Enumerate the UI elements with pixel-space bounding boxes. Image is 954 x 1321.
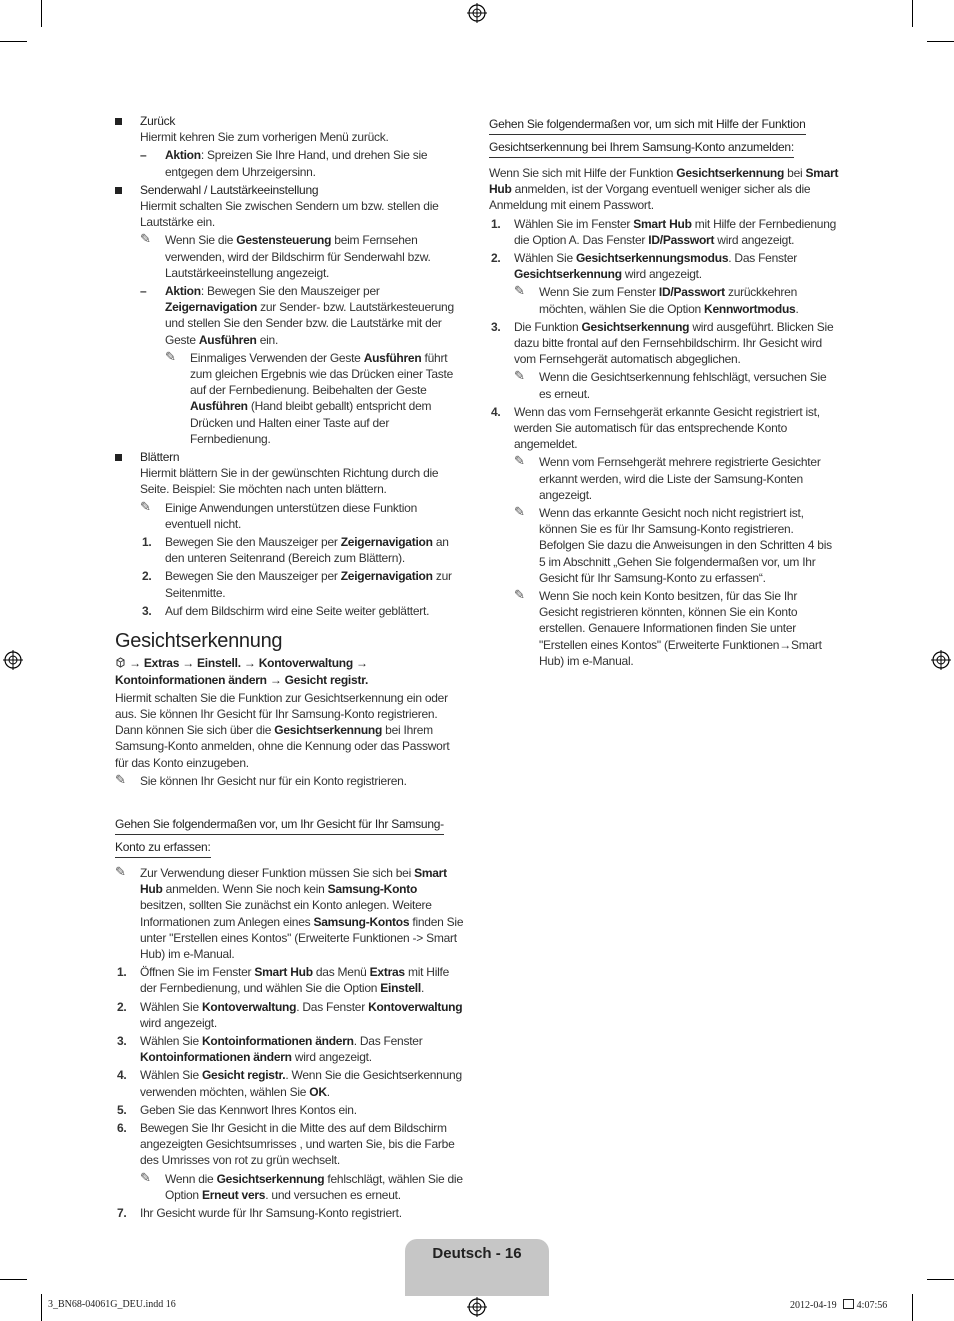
text-bold: Gesichtserkennung [274,723,383,738]
crop-mark [912,0,913,27]
note-icon: ✎ [115,863,126,879]
note-row [115,500,465,532]
text: (Hand bleibt geballt) entspricht dem Drücken und Halten einer Taste auf der Fernbedienung. [190,399,432,446]
text: wird ausgeführt. Blicken Sie dazu bitte frontal auf den Fernsehbildschirm. Ihr Gesicht wird vom Fernsehgerät automatisch abgeglichen. [514,319,834,367]
subheading-line: Gehen Sie folgendermaßen vor, um Ihr Gesicht für Ihr Samsung- [115,817,444,835]
step-number: 4. [491,404,501,419]
text: Wenn die Gesichtserkennung fehlschlägt, versuchen Sie es erneut. [539,370,827,401]
text: Einige Anwendungen unterstützen diese Funktion eventuell nicht. [165,500,418,531]
note-icon: ✎ [514,587,525,603]
text-bold: Smart Hub [489,166,839,197]
text: Wenn Sie sich mit Hilfe der Funktion [489,166,677,180]
text: bei [784,166,806,180]
note-icon: ✎ [140,231,151,247]
bullet-square [115,454,122,461]
dash-bullet: – [140,148,147,163]
text: Zur Verwendung dieser Funktion müssen Sie sich bei [140,865,415,880]
section-intro [489,165,839,214]
file-slug: 3_BN68-04061G_DEU.indd 16 [48,1299,176,1310]
step-number: 2. [142,569,152,584]
note-icon: ✎ [514,453,525,469]
note-icon: ✎ [165,348,176,364]
text-bold: ID/Passwort [658,285,725,300]
text: Bewegen Sie den Mauszeiger per [165,569,341,584]
text: . Das Fenster [296,999,369,1014]
text: finden Sie unter "Erstellen eines Kontos" (Erweiterte Funktionen -> Smart Hub) im e-Manual. [140,914,464,961]
item-desc: Hiermit schalten Sie zwischen Sendern um bzw. stellen die Lautstärke ein. [140,199,439,230]
text-bold: Zeigernavigation [340,535,433,550]
item-desc: Hiermit kehren Sie zum vorherigen Menü zurück. [140,130,389,145]
text-bold: Extras [369,965,405,980]
action-text: : Spreizen Sie Ihre Hand, und drehen Sie sie entgegen dem Uhrzeigersinn. [165,148,428,179]
note-row [115,773,465,789]
text-bold: Kontoverwaltung [201,999,297,1014]
step-number: 6. [117,1120,127,1135]
text-bold: Gesichtserkennung [216,1171,325,1186]
step-number: 1. [491,216,501,231]
time-text: 4:07:56 [856,1300,888,1311]
crop-mark [0,41,27,42]
text: bei Ihrem Samsung-Konto anmelden, ohne die Kennung oder das Passwort für das Konto einzugeben. [115,723,450,770]
step-row [489,404,839,453]
step-number: 1. [117,965,127,980]
item-blaettern [115,449,465,498]
note-row [489,588,839,669]
text: Sie können Ihr Gesicht nur für ein Konto registrieren. [140,773,407,788]
text-bold: Samsung-Kontos [313,914,410,929]
text: Wählen Sie [514,251,576,266]
note-row [489,454,839,503]
step-number: 7. [117,1205,127,1220]
text-bold: ID/Passwort [648,232,715,247]
text: zur Sender- bzw. Lautstärkesteuerung und stellen Sie den Sender bzw. die Lautstärke mit der Geste [165,300,454,347]
text: Geben Sie das Kennwort Ihres Kontos ein. [140,1102,357,1117]
note-row [115,865,465,962]
text: Öffnen Sie im Fenster [140,965,255,980]
text: wird angezeigt. [291,1050,372,1065]
text: . [326,1084,330,1099]
text: Hiermit schalten Sie die Funktion zur Gesichtserkennung ein oder aus. Sie können Ihr Gesicht für Ihr Samsung-Konto registrieren. Dann können Sie sich über die [115,690,448,738]
page-number: Deutsch - 16 [432,1245,522,1262]
text: . Wenn Sie die Gesichtserkennung verwenden möchten, wählen Sie [140,1068,462,1099]
text: Wählen Sie [140,1033,202,1048]
step-number: 2. [117,999,127,1014]
text: fehlschlägt, wählen Sie die Option [165,1171,463,1202]
text: . Das Fenster [353,1033,423,1048]
text-bold: Einstell [380,981,421,996]
text-bold: Zeigernavigation [165,300,258,315]
step-number: 2. [491,251,501,266]
registration-mark-icon [467,1297,487,1317]
text: anmelden, ist der Vorgang eventuell weniger sicher als die Anmeldung mit einem Passwort. [489,182,811,213]
text: . [420,981,425,996]
step-row [115,964,465,996]
crop-mark [0,1279,27,1280]
registration-mark-icon [931,650,951,670]
note-icon: ✎ [115,771,126,787]
text: das Menü [312,965,370,980]
note-icon: ✎ [514,504,525,520]
text: ein. [256,332,279,347]
step-row [115,1067,465,1099]
step-row [115,1033,465,1065]
action-row [115,147,465,179]
action-label: Aktion [165,148,201,163]
text: Ihr Gesicht wurde für Ihr Samsung-Konto registriert. [140,1205,402,1220]
item-title: Senderwahl / Lautstärkeeinstellung [140,182,319,197]
step-number: 3. [117,1033,127,1048]
text-bold: Ausführen [363,350,422,365]
subheading [489,113,839,159]
step-number: 4. [117,1068,127,1083]
subheading-line: Konto zu erfassen: [115,840,211,858]
step-row [489,216,839,248]
step-row [115,1102,465,1118]
text: Wenn Sie zum Fenster [539,285,659,300]
note-icon: ✎ [514,368,525,384]
step-row [115,999,465,1031]
text-bold: Ausführen [190,399,248,414]
text-bold: Gesichtserkennungsmodus [575,251,729,266]
registration-mark-icon [3,650,23,670]
item-title: Blättern [140,450,180,465]
subheading [115,813,465,859]
bullet-square [115,187,122,194]
text-bold: Kontoinformationen ändern [140,1050,292,1065]
text: Bewegen Sie den Mauszeiger per [165,535,341,550]
bullet-square [115,118,122,125]
text: Wenn das erkannte Gesicht noch nicht registriert ist, können Sie es für Ihr Samsung-Konto registrieren. Befolgen Sie dazu die Anweisungen in den Schritten 4 bis 5 im Abschnitt „Gehen Sie folgendermaßen vor, um Ihr Gesicht für Ihr Samsung-Konto zu erfassen“. [539,506,832,585]
step-number: 5. [117,1102,127,1117]
note-row [115,232,465,281]
crop-mark [927,41,954,42]
step-row [489,250,839,282]
text: Wenn das vom Fernsehgerät erkannte Gesicht registriert ist, werden Sie automatisch für das entsprechende Konto angemeldet. [514,404,820,452]
slug-date [790,1299,887,1311]
crop-mark [41,0,42,27]
section-title: Gesichtserkennung [115,630,283,653]
note-row [115,350,465,447]
registration-mark-icon [467,3,487,23]
item-title: Zurück [140,114,176,128]
text-bold: Kontoinformationen ändern [201,1033,354,1048]
note-row [489,505,839,586]
dash-bullet: – [140,284,147,299]
text: Wenn Sie die [165,233,237,248]
step-row [489,319,839,368]
note-row [489,369,839,401]
text: wird angezeigt. [140,1015,217,1030]
text-bold: Smart Hub [140,865,447,897]
text-bold: Gestensteuerung [236,233,332,248]
menu-path-text: → Extras → Einstell. → Kontoverwaltung → Kontoinformationen ändern → Gesicht registr. [115,656,369,687]
text: zurückkehren möchten, wählen Sie die Option [539,285,797,316]
text: beim Fernsehen verwenden, wird der Bildschirm für Senderwahl bzw. Lautstärkeeinstellung angezeigt. [165,233,431,280]
item-zurueck [115,113,465,145]
text: . und versuchen es erneut. [265,1187,401,1202]
text: Die Funktion [514,319,582,334]
step-row [115,1120,465,1169]
text-bold: Smart Hub [633,216,692,231]
step-row [115,603,465,619]
text: wird angezeigt. [714,232,795,247]
crop-mark [912,1294,913,1321]
left-column [115,113,465,1223]
item-senderwahl [115,182,465,231]
text: mit Hilfe der Fernbedienung die Option A. Das Fenster [514,216,837,247]
menu-path [115,655,465,687]
clock-icon [843,1299,854,1309]
note-row [489,284,839,316]
section-intro [115,690,465,771]
text: besitzen, sollten Sie zunächst ein Konto anlegen. Weitere Informationen zum Anlegen eines [140,898,432,929]
item-desc: Hiermit blättern Sie in der gewünschten Richtung durch die Seite. Beispiel: Sie möchten nach unten blättern. [140,466,439,497]
text: Wählen Sie im Fenster [514,216,634,231]
text-bold: Gesichtserkennung [676,166,785,180]
step-number: 3. [491,319,501,334]
text: zur Seitenmitte. [165,569,452,600]
text-bold: Kennwortmodus [704,301,796,316]
text-bold: Gesicht registr. [201,1068,286,1083]
text: wird angezeigt. [621,267,702,282]
note-icon: ✎ [514,283,525,299]
text-bold: Erneut vers [201,1187,266,1202]
right-column [489,113,839,671]
text: . [795,301,799,316]
text-bold: Samsung-Konto [327,882,418,897]
step-number: 3. [142,603,152,618]
text-bold: Smart Hub [254,965,313,980]
text-bold: Zeigernavigation [340,569,433,584]
subheading-line: Gehen Sie folgendermaßen vor, um sich mit Hilfe der Funktion [489,117,806,135]
text: Auf dem Bildschirm wird eine Seite weiter geblättert. [165,603,430,618]
text-bold: Kontoverwaltung [368,999,463,1014]
step-row [115,568,465,600]
step-row [115,534,465,566]
crop-mark [927,1279,954,1280]
note-icon: ✎ [140,1169,151,1185]
text-bold: OK [309,1084,327,1099]
text: Wählen Sie [140,1068,202,1083]
text: : Bewegen Sie den Mauszeiger per [200,284,380,299]
text-bold: Gesichtserkennung [581,319,690,334]
note-icon: ✎ [140,498,151,514]
crop-mark [41,1294,42,1321]
text: mit Hilfe der Fernbedienung, und wählen Sie die Option [140,965,450,996]
text: Einmaliges Verwenden der Geste [190,350,364,365]
date-text: 2012-04-19 [790,1300,837,1311]
text-bold: Gesichtserkennung [514,267,622,282]
subheading-line: Gesichtserkennung bei Ihrem Samsung-Konto anzumelden: [489,140,794,158]
action-row [115,283,465,348]
text: Wenn vom Fernsehgerät mehrere registrierte Gesichter erkannt werden, wird die Liste der Samsung-Konten angezeigt. [539,455,821,502]
text: führt zum gleichen Ergebnis wie das Drücken einer Taste auf der Fernbedienung. Beibehalten der Geste [190,350,454,398]
step-row [115,1205,465,1221]
note-row [115,1171,465,1203]
action-label: Aktion [165,284,201,299]
text: Wählen Sie [140,999,202,1014]
text: Wenn die [165,1171,217,1186]
text: . Das Fenster [728,251,798,266]
menu-icon [115,657,126,668]
text: anmelden. Wenn Sie noch kein [162,882,328,897]
step-number: 1. [142,535,152,550]
text: Wenn Sie noch kein Konto besitzen, für das Sie Ihr Gesicht registrieren könnten, können Sie ein Konto erstellen. Genauere Informationen finden Sie unter "Erstellen eines Kontos" (Erweiterte Funktionen→Smart Hub) im e-Manual. [539,589,822,668]
text: an den unteren Seitenrand (Bereich zum Blättern). [165,535,449,566]
text-bold: Ausführen [198,332,257,347]
text: Bewegen Sie Ihr Gesicht in die Mitte des auf dem Bildschirm angezeigten Gesichtsumrisses , und warten Sie, bis die Farbe des Umrisses von rot zu grün wechselt. [140,1120,455,1168]
